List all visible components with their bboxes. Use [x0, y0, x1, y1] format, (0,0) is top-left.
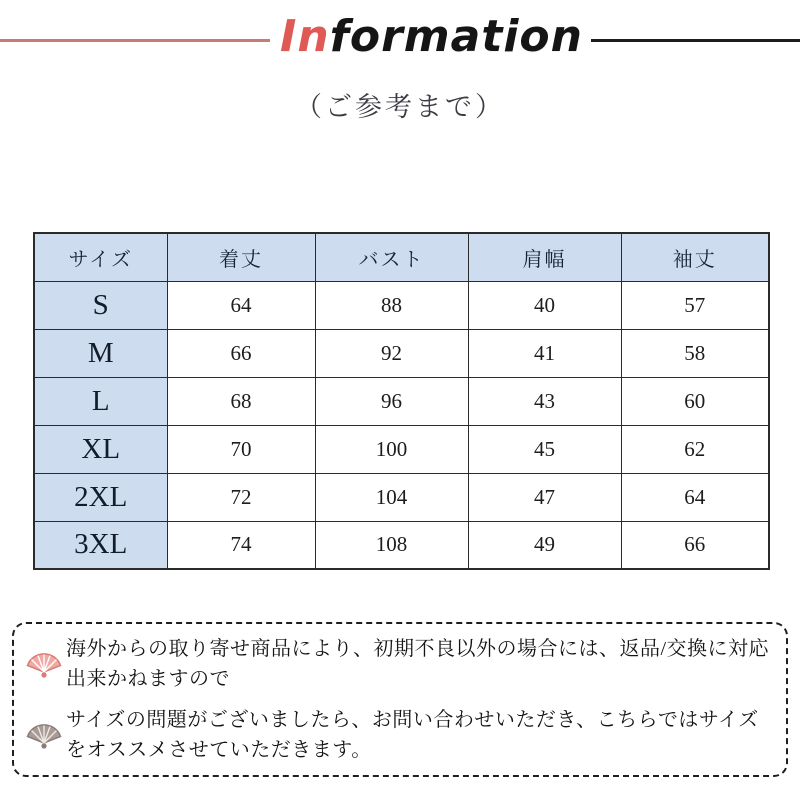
- cell-bust: 88: [315, 281, 468, 329]
- page-title: [270, 11, 591, 65]
- cell-length: 64: [167, 281, 315, 329]
- column-header-length: 着丈: [167, 233, 315, 281]
- folding-fan-icon: [22, 636, 66, 682]
- cell-bust: 104: [315, 473, 468, 521]
- column-header-shoulder: 肩幅: [468, 233, 621, 281]
- note-item: [22, 634, 776, 694]
- note-text: 海外からの取り寄せ商品により、初期不良以外の場合には、返品/交換に対応出来かねますので: [66, 638, 770, 690]
- cell-length: 66: [167, 329, 315, 377]
- table-header-row: [34, 233, 769, 281]
- right-accent-line: [591, 39, 800, 42]
- size-label: M: [34, 329, 167, 377]
- left-accent-line: [0, 39, 270, 42]
- table-row: [34, 329, 769, 377]
- size-label: XL: [34, 425, 167, 473]
- cell-length: 70: [167, 425, 315, 473]
- cell-shoulder: 45: [468, 425, 621, 473]
- cell-length: 74: [167, 521, 315, 569]
- cell-bust: 96: [315, 377, 468, 425]
- page-title-accent: In: [280, 11, 330, 62]
- cell-sleeve: 62: [621, 425, 769, 473]
- cell-shoulder: 43: [468, 377, 621, 425]
- table-row: [34, 377, 769, 425]
- size-label: S: [34, 281, 167, 329]
- size-table: [33, 232, 770, 570]
- note-item: [22, 705, 776, 765]
- cell-bust: 100: [315, 425, 468, 473]
- cell-shoulder: 40: [468, 281, 621, 329]
- cell-length: 72: [167, 473, 315, 521]
- cell-sleeve: 64: [621, 473, 769, 521]
- page-title-rest: formation: [329, 11, 583, 62]
- size-label: L: [34, 377, 167, 425]
- cell-sleeve: 58: [621, 329, 769, 377]
- table-row: [34, 521, 769, 569]
- page-subtitle: （ご参考まで）: [295, 92, 505, 122]
- cell-bust: 108: [315, 521, 468, 569]
- note-text: サイズの問題がございましたら、お問い合わせいただき、こちらではサイズをオススメさせていただきます。: [66, 709, 759, 761]
- cell-shoulder: 49: [468, 521, 621, 569]
- column-header-sleeve: 袖丈: [621, 233, 769, 281]
- cell-shoulder: 41: [468, 329, 621, 377]
- cell-bust: 92: [315, 329, 468, 377]
- size-label: 3XL: [34, 521, 167, 569]
- size-label: 2XL: [34, 473, 167, 521]
- notes-box: [12, 622, 788, 777]
- cell-sleeve: 57: [621, 281, 769, 329]
- table-row: [34, 473, 769, 521]
- header: [0, 0, 800, 80]
- table-row: [34, 281, 769, 329]
- column-header-bust: バスト: [315, 233, 468, 281]
- cell-shoulder: 47: [468, 473, 621, 521]
- table-row: [34, 425, 769, 473]
- folding-fan-icon: [22, 707, 66, 753]
- cell-sleeve: 66: [621, 521, 769, 569]
- cell-sleeve: 60: [621, 377, 769, 425]
- column-header-size: サイズ: [34, 233, 167, 281]
- cell-length: 68: [167, 377, 315, 425]
